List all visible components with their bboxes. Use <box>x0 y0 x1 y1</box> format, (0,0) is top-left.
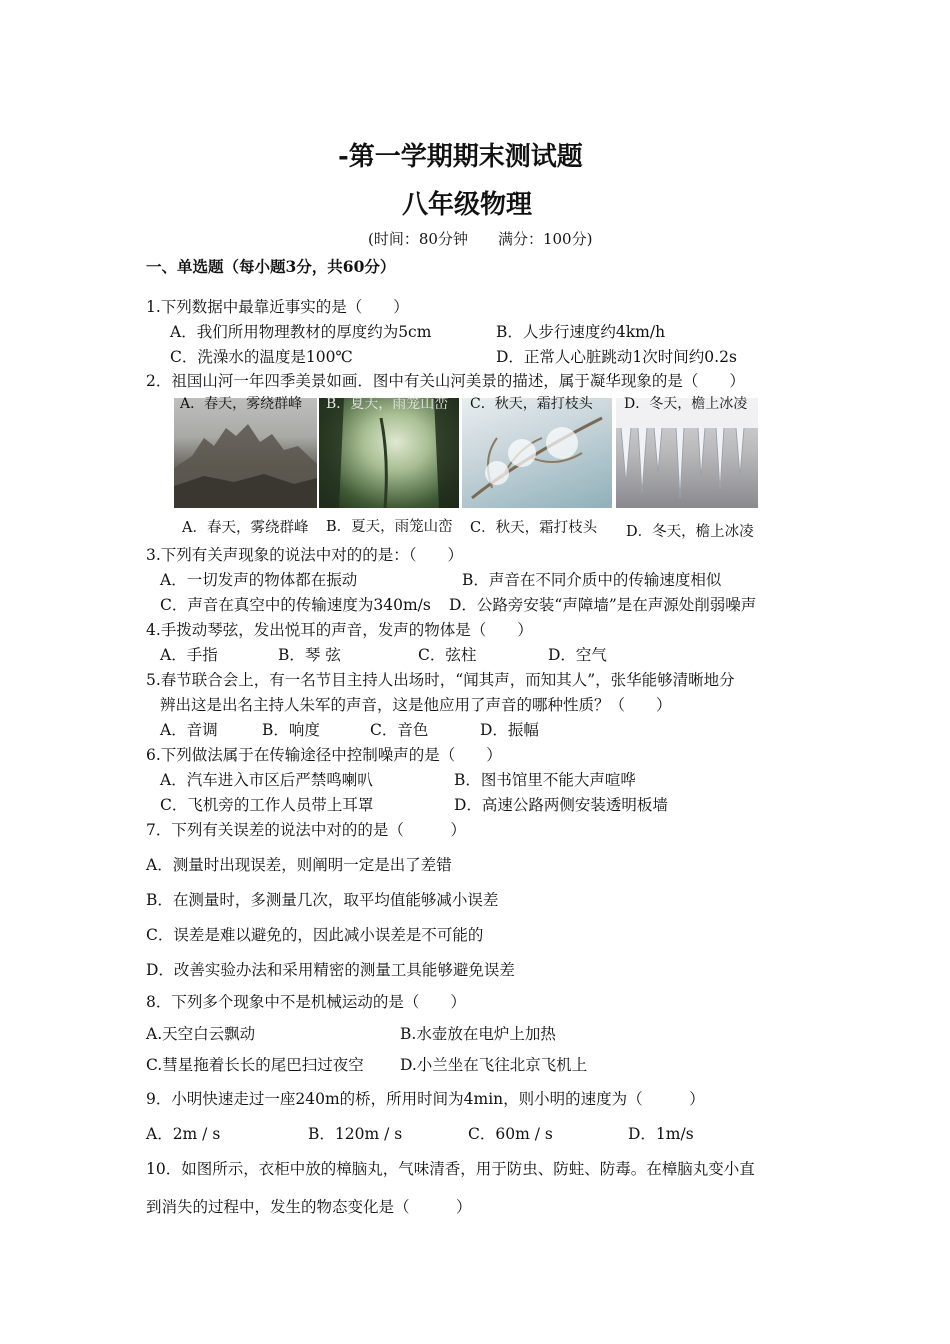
mountain-graphic <box>174 398 317 508</box>
q1-option-c: C．洗澡水的温度是100℃ <box>170 348 353 366</box>
q3-option-b: B．声音在不同介质中的传输速度相似 <box>462 571 722 589</box>
q10-stem-line2: 到消失的过程中，发生的物态变化是（ ） <box>146 1198 472 1216</box>
q10-stem-line1: 10．如图所示，衣柜中放的樟脑丸，气味清香，用于防虫、防蛀、防毒。在樟脑丸变小直 <box>146 1160 755 1178</box>
q8-option-a: A.天空白云飘动 <box>146 1025 256 1043</box>
q9-option-a: A．2m / s <box>146 1125 221 1143</box>
q1-option-b: B．人步行速度约4km/h <box>496 323 666 341</box>
q1-option-d: D．正常人心脏跳动1次时间约0.2s <box>496 348 737 366</box>
q2-stem: 2．祖国山河一年四季美景如画．图中有关山河美景的描述，属于凝华现象的是（ ） <box>146 372 745 390</box>
q3-stem: 3.下列有关声现象的说法中对的的是：（ ） <box>146 546 464 564</box>
q5-option-a: A．音调 <box>160 721 218 739</box>
forest-graphic <box>319 398 459 508</box>
q3-option-c: C．声音在真空中的传输速度为340m/s <box>160 596 431 614</box>
q2-caption-b: B．夏天，雨笼山峦 <box>326 519 453 535</box>
q2-overlay-c: C．秋天，霜打枝头 <box>470 396 593 412</box>
q5-option-c: C．音色 <box>370 721 429 739</box>
q2-overlay-b: B．夏天，雨笼山峦 <box>326 396 449 412</box>
q5-stem-line1: 5.春节联合会上，有一名节目主持人出场时，“闻其声，而知其人”，张华能够清晰地分 <box>146 671 735 689</box>
q3-option-a: A．一切发声的物体都在振动 <box>160 571 358 589</box>
subject-title: 八年级物理 <box>402 190 533 220</box>
q2-caption-d: D．冬天，檐上冰凌 <box>626 524 754 540</box>
q7-option-b: B．在测量时，多测量几次，取平均值能够减小误差 <box>146 891 499 909</box>
q4-option-b: B．琴 弦 <box>278 646 341 664</box>
q2-caption-c: C．秋天，霜打枝头 <box>470 520 598 536</box>
q1-option-a: A．我们所用物理教材的厚度约为5cm <box>170 323 432 341</box>
q5-option-b: B．响度 <box>262 721 320 739</box>
q7-stem: 7．下列有关误差的说法中对的的是（ ） <box>146 821 466 839</box>
q5-stem-line2: 辨出这是出名主持人朱军的声音，这是他应用了声音的哪种性质？（ ） <box>160 696 672 714</box>
q7-option-d: D．改善实验办法和采用精密的测量工具能够避免误差 <box>146 961 515 979</box>
q2-overlay-d: D．冬天，檐上冰凌 <box>624 396 748 412</box>
q9-option-c: C．60m / s <box>468 1125 553 1143</box>
photo-spring-mountains <box>174 398 317 508</box>
section-heading: 一、单选题（每小题3分，共60分） <box>146 257 396 276</box>
q8-option-b: B.水壶放在电炉上加热 <box>400 1025 556 1043</box>
q7-option-a: A．测量时出现误差，则阐明一定是出了差错 <box>146 856 452 874</box>
time-info: (时间：80分钟 满分：100分) <box>368 230 593 248</box>
q5-option-d: D．振幅 <box>480 721 539 739</box>
photo-summer-rain <box>319 398 459 508</box>
q3-option-d: D．公路旁安装“声障墙”是在声源处削弱噪声 <box>449 596 757 614</box>
exam-title: -第一学期期末测试题 <box>338 142 583 172</box>
q6-option-b: B．图书馆里不能大声喧哗 <box>454 771 636 789</box>
q1-stem: 1.下列数据中最靠近事实的是（ ） <box>146 298 409 316</box>
q6-option-a: A．汽车进入市区后严禁鸣喇叭 <box>160 771 373 789</box>
photo-winter-icicles <box>616 398 758 508</box>
q8-option-c: C.彗星拖着长长的尾巴扫过夜空 <box>146 1056 364 1074</box>
q9-option-d: D．1m/s <box>628 1125 694 1143</box>
q7-option-c: C．误差是难以避免的，因此减小误差是不可能的 <box>146 926 484 944</box>
q6-option-c: C．飞机旁的工作人员带上耳罩 <box>160 796 374 814</box>
q2-caption-a: A．春天，雾绕群峰 <box>182 520 309 536</box>
q4-option-d: D．空气 <box>548 646 607 664</box>
q4-option-a: A．手指 <box>160 646 218 664</box>
icicles-graphic <box>616 398 758 508</box>
q4-stem: 4.手拨动琴弦，发出悦耳的声音，发声的物体是（ ） <box>146 621 533 639</box>
q8-stem: 8．下列多个现象中不是机械运动的是（ ） <box>146 993 466 1011</box>
q6-stem: 6.下列做法属于在传输途径中控制噪声的是（ ） <box>146 746 502 764</box>
photo-autumn-frost <box>462 398 612 508</box>
frost-branch-graphic <box>462 398 612 508</box>
q6-option-d: D．高速公路两侧安装透明板墙 <box>454 796 668 814</box>
q4-option-c: C．弦柱 <box>418 646 477 664</box>
q8-option-d: D.小兰坐在飞往北京飞机上 <box>400 1056 588 1074</box>
q2-overlay-a: A．春天，雾绕群峰 <box>180 396 303 412</box>
q9-stem: 9．小明快速走过一座240m的桥，所用时间为4min，则小明的速度为（ ） <box>146 1090 705 1108</box>
q9-option-b: B．120m / s <box>308 1125 403 1143</box>
